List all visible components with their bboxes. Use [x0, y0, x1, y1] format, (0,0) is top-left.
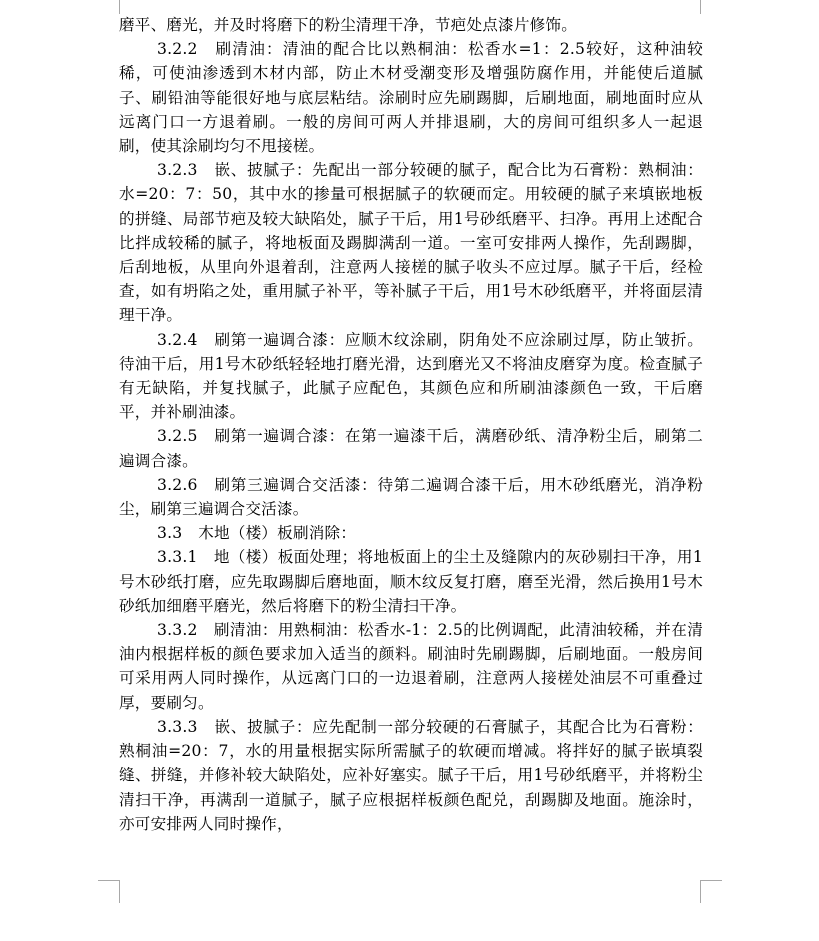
margin-mark-top-left: [98, 0, 120, 14]
section-heading: 3.3 木地（楼）板刷消除：: [157, 524, 357, 543]
paragraph: 3.3.2 刷清油：用熟桐油：松香水-1：2.5的比例调配，此清油较稀，并在清油内根据样板的颜色要求加入适当的颜料。刷油时先刷踢脚，后刷地面。一般房间可采用两人同时操作，从远离门口的一边退着刷，注意两人接槎处油层不可重叠过厚，要刷匀。: [119, 621, 703, 712]
margin-mark-bottom-right: [700, 880, 722, 903]
paragraph: 磨平、磨光，并及时将磨下的粉尘清理干净，节疤处点漆片修饰。: [119, 16, 578, 34]
margin-mark-bottom-left: [98, 880, 120, 903]
paragraph: 3.3.1 地（楼）板面处理；将地板面上的尘土及缝隙内的灰砂剔扫干净，用1 号木砂纸打磨，应先取踢脚后磨地面，顺木纹反复打磨，磨至光滑，然后换用1号木砂纸加细磨平磨光，然后将磨下的粉尘清扫干净。: [119, 548, 703, 615]
margin-mark-top-right: [700, 0, 722, 14]
paragraph: 3.2.3 嵌、披腻子：先配出一部分较硬的腻子，配合比为石膏粉：熟桐油：水=20：7：50，其中水的掺量可根据腻子的软硬而定。用较硬的腻子来填嵌地板的拼缝、局部节疤及较大缺陷处，腻子干后，用1号砂纸磨平、扫净。再用上述配合比拌成较稀的腻子，将地板面及踢脚满刮一道。一室可安排两人操作，先刮踢脚，后刮地板，从里向外退着刮，注意两人接槎的腻子收头不应过厚。腻子干后，经检查，如有坍陷之处，重用腻子补平，等补腻子干后，用1号木砂纸磨平，并将面层清理干净。: [119, 161, 703, 325]
paragraph: 3.3.3 嵌、披腻子：应先配制一部分较硬的石膏腻子，其配合比为石膏粉：熟桐油=20：7，水的用量根据实际所需腻子的软硬而增减。将拌好的腻子嵌填裂缝、拼缝，并修补较大缺陷处，应补好塞实。腻子干后，用1号砂纸磨平，并将粉尘清扫干净，再满刮一道腻子，腻子应根据样板颜色配兑，刮踢脚及地面。施涂时，亦可安排两人同时操作，: [119, 717, 703, 833]
paragraph: 3.2.4 刷第一遍调合漆：应顺木纹涂刷，阴角处不应涂刷过厚，防止皱折。待油干后，用1号木砂纸轻轻地打磨光滑，达到磨光又不将油皮磨穿为度。检查腻子有无缺陷，并复找腻子，此腻子应配色，其颜色应和所刷油漆颜色一致，干后磨平，并补刷油漆。: [119, 330, 703, 422]
paragraph: 3.2.5 刷第一遍调合漆：在第一遍漆干后，满磨砂纸、清净粉尘后，刷第二遍调合漆。: [119, 427, 703, 470]
paragraph: 3.2.2 刷清油：清油的配合比以熟桐油：松香水=1：2.5较好，这种油较稀，可使油渗透到木材内部，防止木材受潮变形及增强防腐作用，并能使后道腻子、刷铅油等能很好地与底层粘结。涂刷时应先刷踢脚，后刷地面，刷地面时应从远离门口一方退着刷。一般的房间可两人并排退刷，大的房间可组织多人一起退刷，使其涂刷均匀不甩接槎。: [119, 40, 703, 156]
document-body: [119, 13, 703, 836]
paragraph: 3.2.6 刷第三遍调合交活漆：待第二遍调合漆干后，用木砂纸磨光，消净粉尘，刷第三遍调合交活漆。: [119, 475, 703, 519]
